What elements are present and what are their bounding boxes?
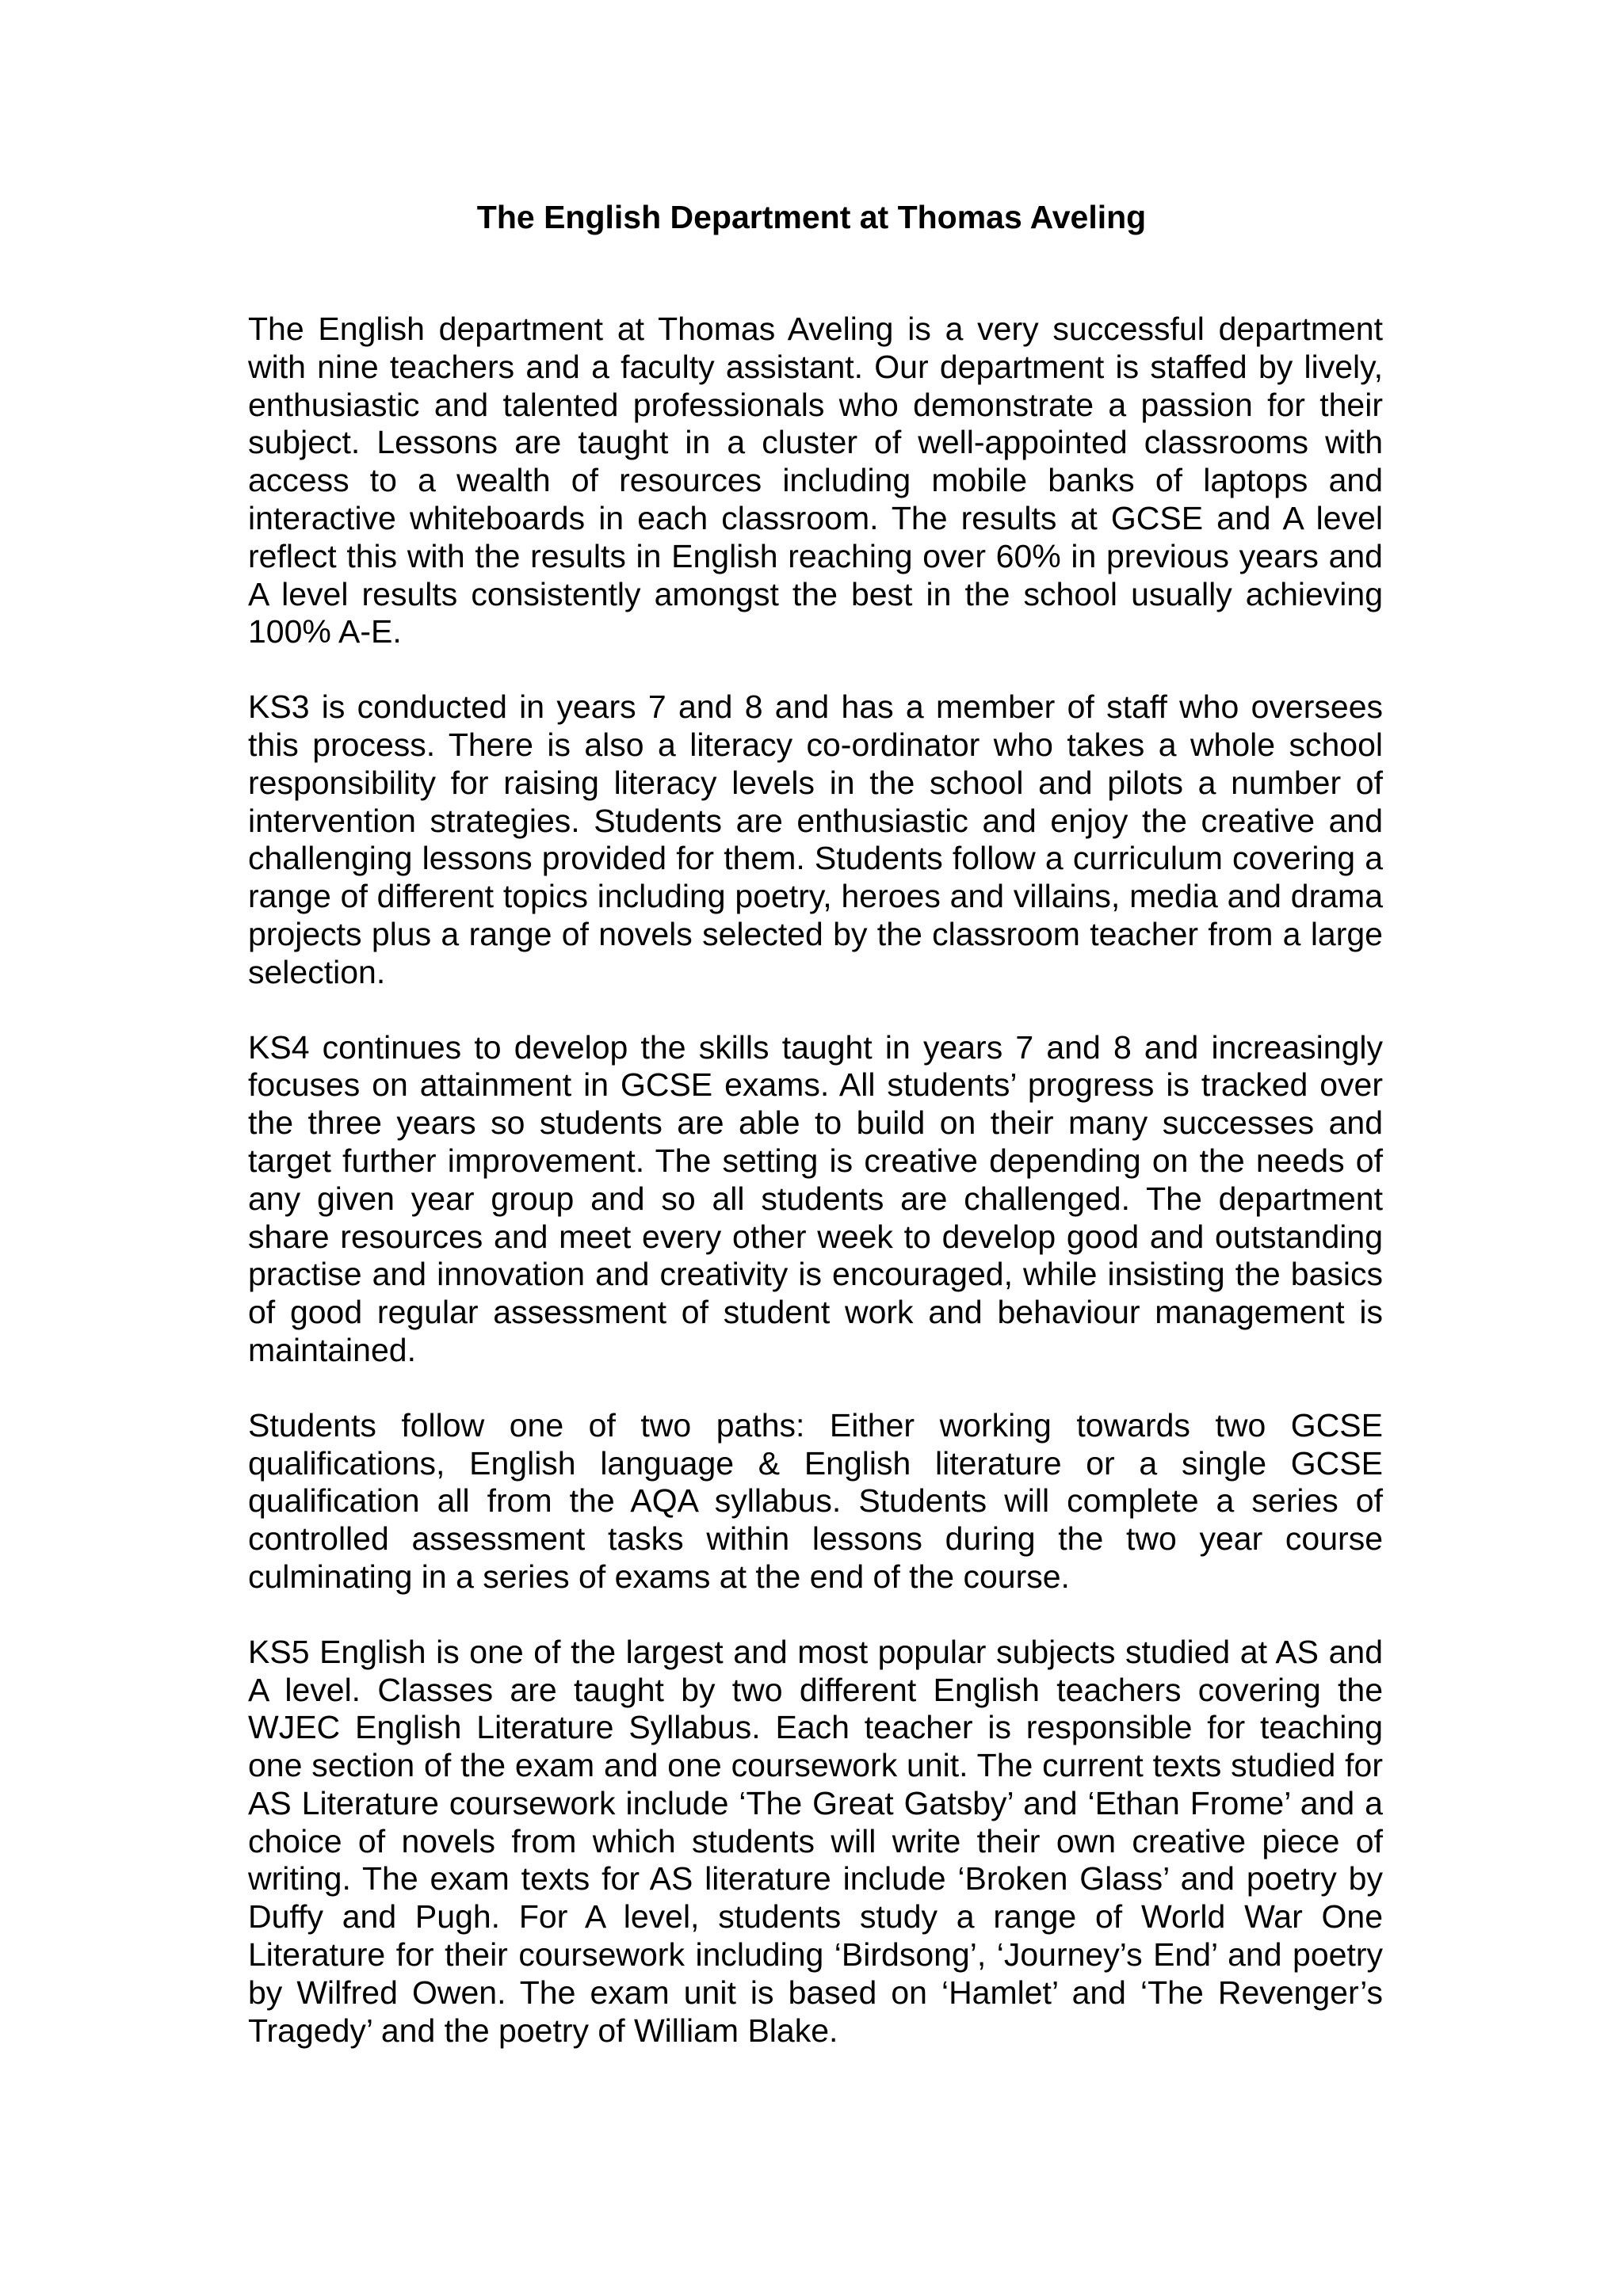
paragraph-ks3: KS3 is conducted in years 7 and 8 and has a member of staff who oversees this process. There is also a literacy co-ordinator who takes a whole school responsibility for raising literacy levels in the school and pilots a number of intervention strategies. Students are enthusiastic and enjoy the creative and challenging lessons provided for them. Students follow a curriculum covering a range of different topics including poetry, heroes and villains, media and drama projects plus a range of novels selected by the classroom teacher from a large selection.: [248, 688, 1383, 990]
paragraph-ks4: KS4 continues to develop the skills taught in years 7 and 8 and increasingly focuses on attainment in GCSE exams. All students’ progress is tracked over the three years so students are able to build on their many successes and target further improvement. The setting is creative depending on the needs of any given year group and so all students are challenged. The department share resources and meet every other week to develop good and outstanding practise and innovation and creativity is encouraged, while insisting the basics of good regular assessment of student work and behaviour management is maintained.: [248, 1028, 1383, 1368]
document-body: [248, 311, 1383, 2087]
paragraph-gcse-paths: Students follow one of two paths: Either working towards two GCSE qualifications, English language & English literature or a single GCSE qualification all from the AQA syllabus. Students will complete a series of controlled assessment tasks within lessons during the two year course culminating in a series of exams at the end of the course.: [248, 1406, 1383, 1595]
page-title: The English Department at Thomas Aveling: [476, 199, 1147, 235]
paragraph-ks5: KS5 English is one of the largest and most popular subjects studied at AS and A level. Classes are taught by two different English teachers covering the WJEC English Literature Syllabus. Each teacher is responsible for teaching one section of the exam and one coursework unit. The current texts studied for AS Literature coursework include ‘The Great Gatsby’ and ‘Ethan Frome’ and a choice of novels from which students will write their own creative piece of writing. The exam texts for AS literature include ‘Broken Glass’ and poetry by Duffy and Pugh. For A level, students study a range of World War One Literature for their coursework including ‘Birdsong’, ‘Journey’s End’ and poetry by Wilfred Owen. The exam unit is based on ‘Hamlet’ and ‘The Revenger’s Tragedy’ and the poetry of William Blake.: [248, 1633, 1383, 2049]
paragraph-intro: The English department at Thomas Aveling is a very successful department with nine teachers and a faculty assistant. Our department is staffed by lively, enthusiastic and talented professionals who demonstrate a passion for their subject. Lessons are taught in a cluster of well-appointed classrooms with access to a wealth of resources including mobile banks of laptops and interactive whiteboards in each classroom. The results at GCSE and A level reflect this with the results in English reaching over 60% in previous years and A level results consistently amongst the best in the school usually achieving 100% A-E.: [248, 311, 1383, 650]
